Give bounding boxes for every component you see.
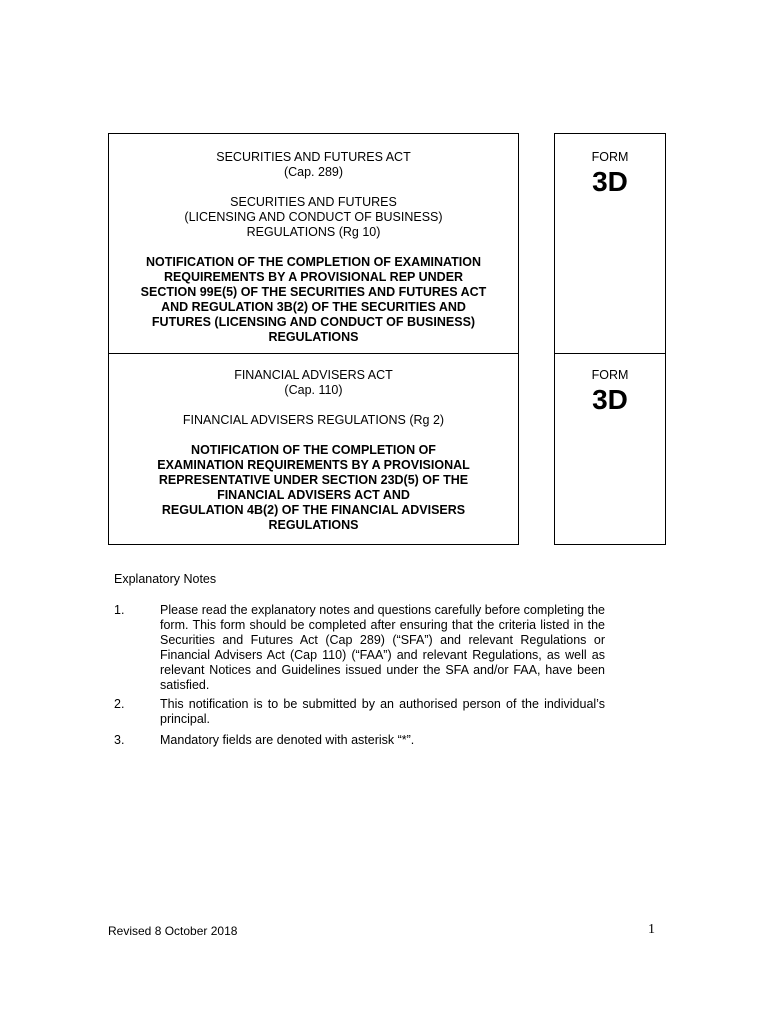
note-number: 2. bbox=[114, 697, 125, 711]
form-number: 3D bbox=[592, 166, 628, 197]
form-number: 3D bbox=[592, 384, 628, 415]
faa-cap: (Cap. 110) bbox=[284, 383, 343, 397]
form-number-top bbox=[555, 150, 665, 197]
sfa-notification-title: NOTIFICATION OF THE COMPLETION OF EXAMINATION bbox=[146, 255, 481, 269]
faa-regs: FINANCIAL ADVISERS REGULATIONS (Rg 2) bbox=[182, 413, 445, 427]
faa-notification-title: FINANCIAL ADVISERS ACT AND bbox=[217, 488, 410, 502]
note-text: This notification is to be submitted by an authorised person of the individual’s principal. bbox=[160, 697, 605, 726]
sfa-notification-title: FUTURES (LICENSING AND CONDUCT OF BUSINESS) bbox=[151, 315, 476, 329]
note-number: 3. bbox=[114, 733, 125, 747]
sfa-notification-title: SECTION 99E(5) OF THE SECURITIES AND FUTURES ACT bbox=[140, 285, 487, 299]
faa-notification-title: EXAMINATION REQUIREMENTS BY A PROVISIONAL bbox=[157, 458, 470, 472]
sfa-notification-title: AND REGULATION 3B(2) OF THE SECURITIES AND bbox=[161, 300, 466, 314]
form-label: FORM bbox=[591, 368, 629, 382]
sfa-regs-line: SECURITIES AND FUTURES bbox=[230, 195, 397, 209]
form-box-divider bbox=[555, 353, 665, 354]
faa-act-name: FINANCIAL ADVISERS ACT bbox=[234, 368, 393, 382]
faa-notification-title: REPRESENTATIVE UNDER SECTION 23D(5) OF THE bbox=[158, 473, 469, 487]
faa-section bbox=[109, 368, 518, 533]
sfa-cap: (Cap. 289) bbox=[283, 165, 344, 179]
faa-notification-title: REGULATIONS bbox=[268, 518, 359, 532]
sfa-notification-title: REGULATIONS bbox=[268, 330, 359, 344]
form-number-box bbox=[554, 133, 666, 545]
note-text: Mandatory fields are denoted with asterisk “*”. bbox=[160, 733, 415, 747]
revision-date: Revised 8 October 2018 bbox=[108, 924, 238, 938]
sfa-regs-line: REGULATIONS (Rg 10) bbox=[246, 225, 381, 239]
faa-notification-title: NOTIFICATION OF THE COMPLETION OF bbox=[191, 443, 436, 457]
note-item bbox=[114, 697, 605, 727]
note-item bbox=[114, 733, 605, 748]
sfa-regs-line: (LICENSING AND CONDUCT OF BUSINESS) bbox=[184, 210, 443, 224]
note-item bbox=[114, 603, 605, 693]
faa-notification-title: REGULATION 4B(2) OF THE FINANCIAL ADVISERS bbox=[161, 503, 466, 517]
form-label: FORM bbox=[591, 150, 629, 164]
section-divider bbox=[109, 353, 518, 354]
form-title-box bbox=[108, 133, 519, 545]
form-number-bottom bbox=[555, 368, 665, 415]
note-text: Please read the explanatory notes and questions carefully before completing the form. This form should be completed after ensuring that the criteria listed in the Securities and Futures Act (Cap 289) (“SFA”) and relevant Regulations or Financial Advisers Act (Cap 110) (“FAA”) and relevant Regulations, as well as relevant Notices and Guidelines issued under the SFA and/or FAA, have been satisfied. bbox=[160, 603, 605, 692]
page-number: 1 bbox=[648, 922, 655, 937]
sfa-notification-title: REQUIREMENTS BY A PROVISIONAL REP UNDER bbox=[163, 270, 464, 284]
sfa-act-name: SECURITIES AND FUTURES ACT bbox=[216, 150, 411, 164]
note-number: 1. bbox=[114, 603, 125, 617]
explanatory-notes-heading: Explanatory Notes bbox=[114, 572, 217, 586]
sfa-section bbox=[109, 150, 518, 345]
